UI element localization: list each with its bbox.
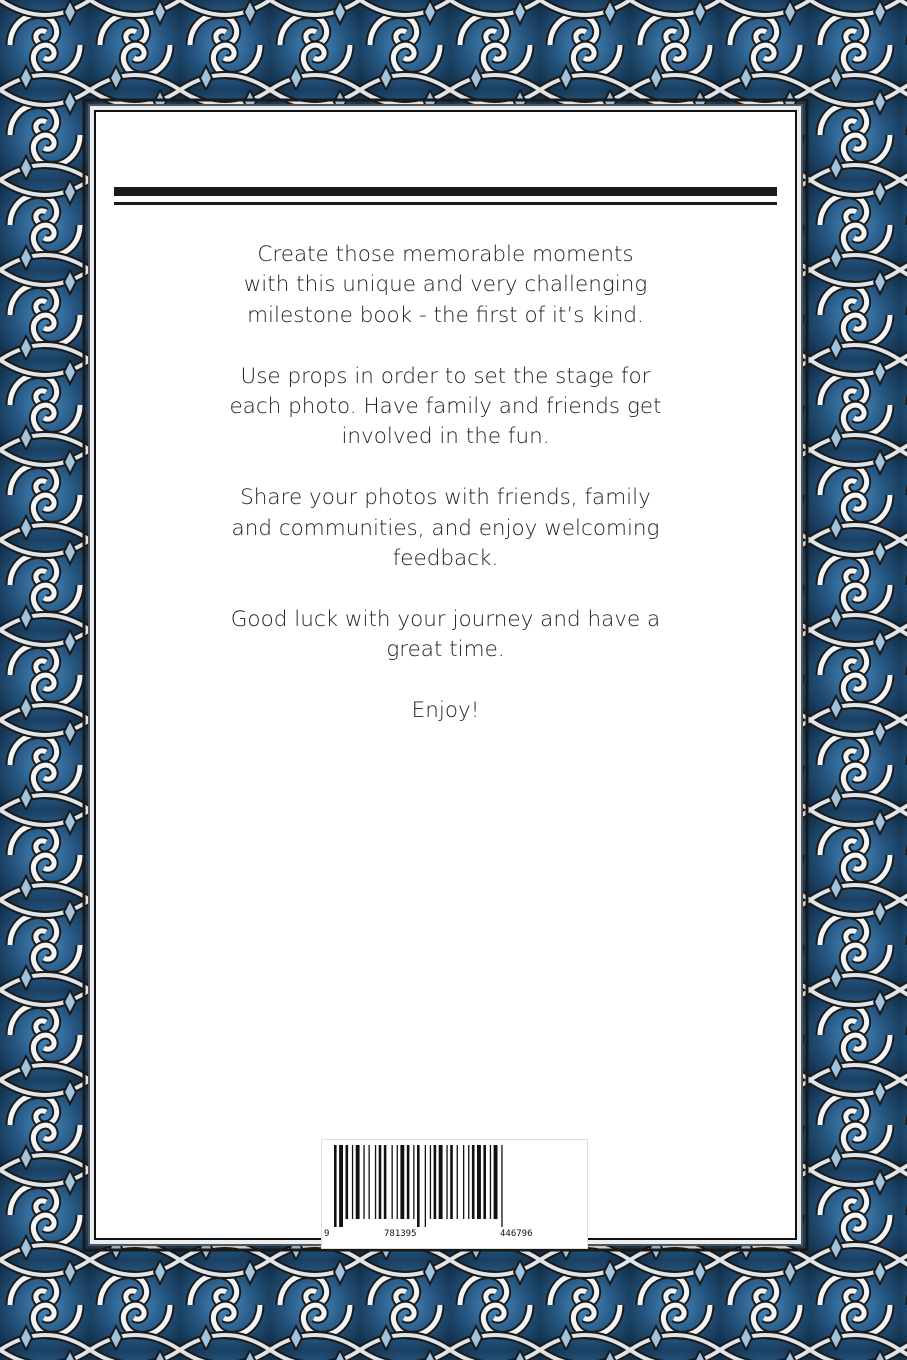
barcode-lead-digit: 9	[324, 1229, 330, 1239]
paragraph-5	[136, 696, 755, 726]
isbn-barcode	[322, 1140, 587, 1248]
paragraph-2	[136, 362, 755, 453]
text-line: Good luck with your journey and have a	[230, 606, 661, 632]
barcode-bar	[392, 1145, 393, 1219]
barcode-bar	[472, 1145, 475, 1219]
barcode-bar	[501, 1145, 502, 1227]
barcode-bar	[384, 1145, 387, 1219]
barcode-bar	[397, 1145, 398, 1219]
barcode-bar	[400, 1145, 404, 1219]
barcode-right-digits: 446796	[500, 1229, 533, 1239]
text-line: each photo. Have family and friends get	[229, 394, 662, 420]
barcode-left-digits: 781395	[384, 1229, 417, 1239]
barcode-bar	[417, 1145, 420, 1227]
paragraph-4	[136, 605, 755, 666]
barcode-bar	[490, 1145, 491, 1219]
barcode-bar	[352, 1145, 353, 1219]
barcode-bar	[483, 1145, 486, 1219]
barcode-bar	[468, 1145, 469, 1219]
paragraph-1	[136, 240, 755, 331]
text-line: Use props in order to set the stage for	[240, 363, 651, 389]
text-panel	[94, 110, 797, 1240]
text-line: great time.	[386, 637, 505, 663]
barcode-bar	[334, 1145, 337, 1227]
text-line: with this unique and very challenging	[243, 272, 648, 298]
body-text	[136, 240, 755, 757]
barcode-bar	[477, 1145, 481, 1219]
barcode-bar	[434, 1145, 437, 1219]
barcode-bar	[363, 1145, 364, 1219]
barcode-bar	[379, 1145, 382, 1219]
text-line: and communities, and enjoy welcoming	[231, 515, 660, 541]
barcode-bar	[413, 1145, 414, 1219]
barcode-bar	[346, 1145, 349, 1219]
barcode-bar	[369, 1145, 370, 1219]
header-rule-thin	[114, 202, 777, 205]
barcode-bar	[463, 1145, 464, 1219]
barcode-bar	[425, 1145, 426, 1227]
barcode-bar	[356, 1145, 360, 1219]
barcode-bars	[330, 1145, 580, 1227]
text-line: Enjoy!	[411, 698, 480, 724]
barcode-bar	[494, 1145, 498, 1219]
barcode-bar	[450, 1145, 453, 1219]
barcode-bar	[457, 1145, 458, 1219]
barcode-bar	[407, 1145, 410, 1219]
barcode-bar	[439, 1145, 443, 1219]
barcode-bar	[339, 1145, 343, 1227]
text-line: feedback.	[392, 546, 499, 572]
barcode-bar	[430, 1145, 431, 1219]
header-rule-thick	[114, 187, 777, 196]
paragraph-3	[136, 483, 755, 574]
text-line: Share your photos with friends, family	[240, 485, 651, 511]
text-line: milestone book - the first of it’s kind.	[247, 302, 644, 328]
barcode-bar	[446, 1145, 447, 1219]
text-line: involved in the fun.	[341, 424, 550, 450]
barcode-bar	[375, 1145, 376, 1219]
text-line: Create those memorable moments	[257, 242, 634, 267]
